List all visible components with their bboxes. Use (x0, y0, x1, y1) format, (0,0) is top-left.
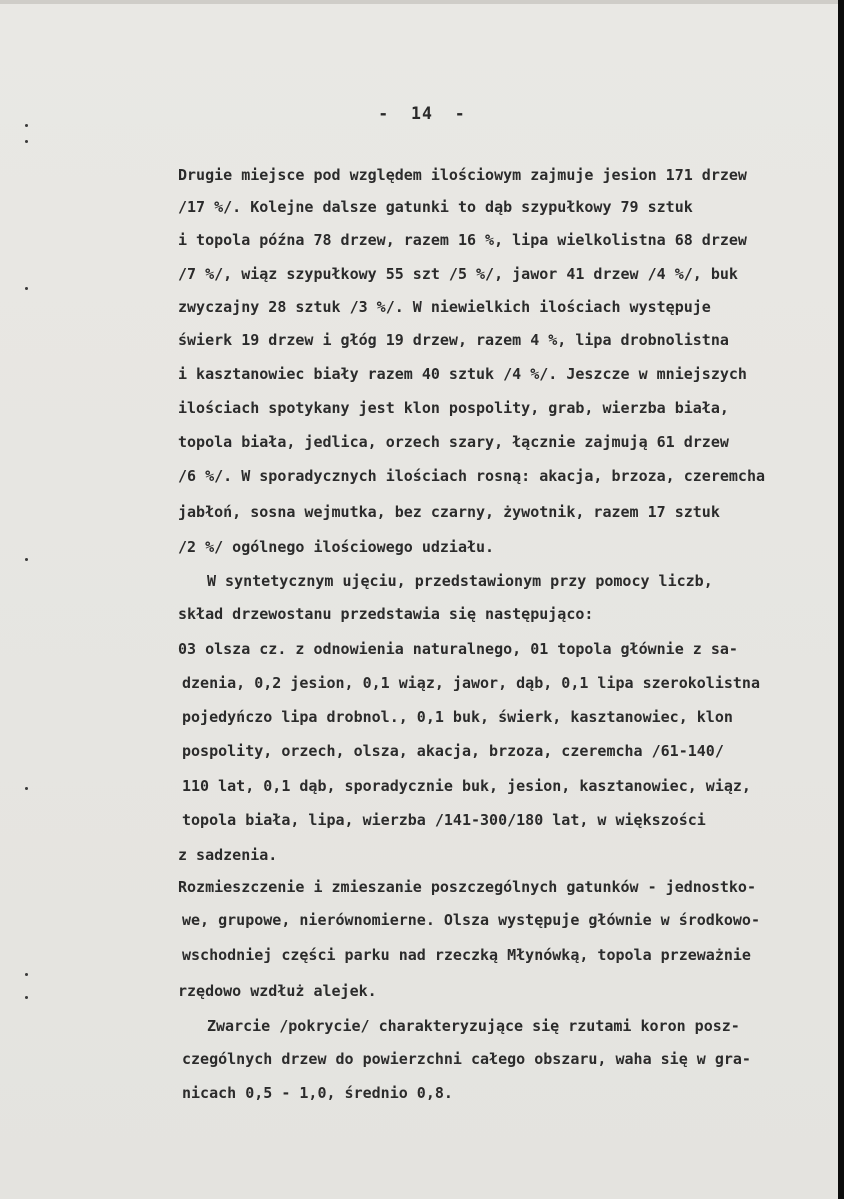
scan-edge-top (0, 0, 844, 4)
text-line: topola biała, jedlica, orzech szary, łącznie zajmują 61 drzew (178, 433, 729, 451)
text-line: 03 olsza cz. z odnowienia naturalnego, 01 topola głównie z sa- (178, 640, 738, 658)
punch-hole-mark (25, 287, 28, 290)
punch-hole-mark (25, 140, 28, 143)
punch-hole-mark (25, 973, 28, 976)
text-line: i topola późna 78 drzew, razem 16 %, lipa wielkolistna 68 drzew (178, 231, 747, 249)
text-line: /17 %/. Kolejne dalsze gatunki to dąb szypułkowy 79 sztuk (178, 198, 693, 216)
text-line: jabłoń, sosna wejmutka, bez czarny, żywotnik, razem 17 sztuk (178, 503, 720, 521)
text-line: 110 lat, 0,1 dąb, sporadycznie buk, jesion, kasztanowiec, wiąz, (182, 777, 751, 795)
text-line: wschodniej części parku nad rzeczką Młynówką, topola przeważnie (182, 946, 751, 964)
text-line: topola biała, lipa, wierzba /141-300/180 lat, w większości (182, 811, 706, 829)
text-line: /2 %/ ogólnego ilościowego udziału. (178, 538, 495, 556)
text-line: i kasztanowiec biały razem 40 sztuk /4 %/. Jeszcze w mniejszych (178, 365, 747, 383)
scan-edge-right (838, 0, 844, 1199)
punch-hole-mark (25, 558, 28, 561)
text-line: czególnych drzew do powierzchni całego obszaru, waha się w gra- (182, 1050, 751, 1068)
text-line: z sadzenia. (178, 846, 278, 864)
text-line: rzędowo wzdłuż alejek. (178, 982, 377, 1000)
text-line: świerk 19 drzew i głóg 19 drzew, razem 4 %, lipa drobnolistna (178, 331, 729, 349)
text-line: W syntetycznym ujęciu, przedstawionym przy pomocy liczb, (207, 572, 713, 590)
page-number: - 14 - (378, 104, 466, 123)
punch-hole-mark (25, 996, 28, 999)
text-line: skład drzewostanu przedstawia się następująco: (178, 605, 594, 623)
text-line: Drugie miejsce pod względem ilościowym zajmuje jesion 171 drzew (178, 166, 747, 184)
text-line: nicach 0,5 - 1,0, średnio 0,8. (182, 1084, 453, 1102)
punch-hole-mark (25, 124, 28, 127)
text-line: /7 %/, wiąz szypułkowy 55 szt /5 %/, jawor 41 drzew /4 %/, buk (178, 265, 738, 283)
text-line: ilościach spotykany jest klon pospolity, grab, wierzba biała, (178, 399, 729, 417)
text-line: dzenia, 0,2 jesion, 0,1 wiąz, jawor, dąb, 0,1 lipa szerokolistna (182, 674, 760, 692)
text-line: Rozmieszczenie i zmieszanie poszczególnych gatunków - jednostko- (178, 878, 756, 896)
punch-hole-mark (25, 787, 28, 790)
text-line: pojedyńczo lipa drobnol., 0,1 buk, świerk, kasztanowiec, klon (182, 708, 733, 726)
text-line: zwyczajny 28 sztuk /3 %/. W niewielkich ilościach występuje (178, 298, 711, 316)
text-line: Zwarcie /pokrycie/ charakteryzujące się rzutami koron posz- (207, 1017, 740, 1035)
text-line: /6 %/. W sporadycznych ilościach rosną: akacja, brzoza, czeremcha (178, 467, 765, 485)
text-line: we, grupowe, nierównomierne. Olsza występuje głównie w środkowo- (182, 911, 760, 929)
text-line: pospolity, orzech, olsza, akacja, brzoza, czeremcha /61-140/ (182, 742, 724, 760)
